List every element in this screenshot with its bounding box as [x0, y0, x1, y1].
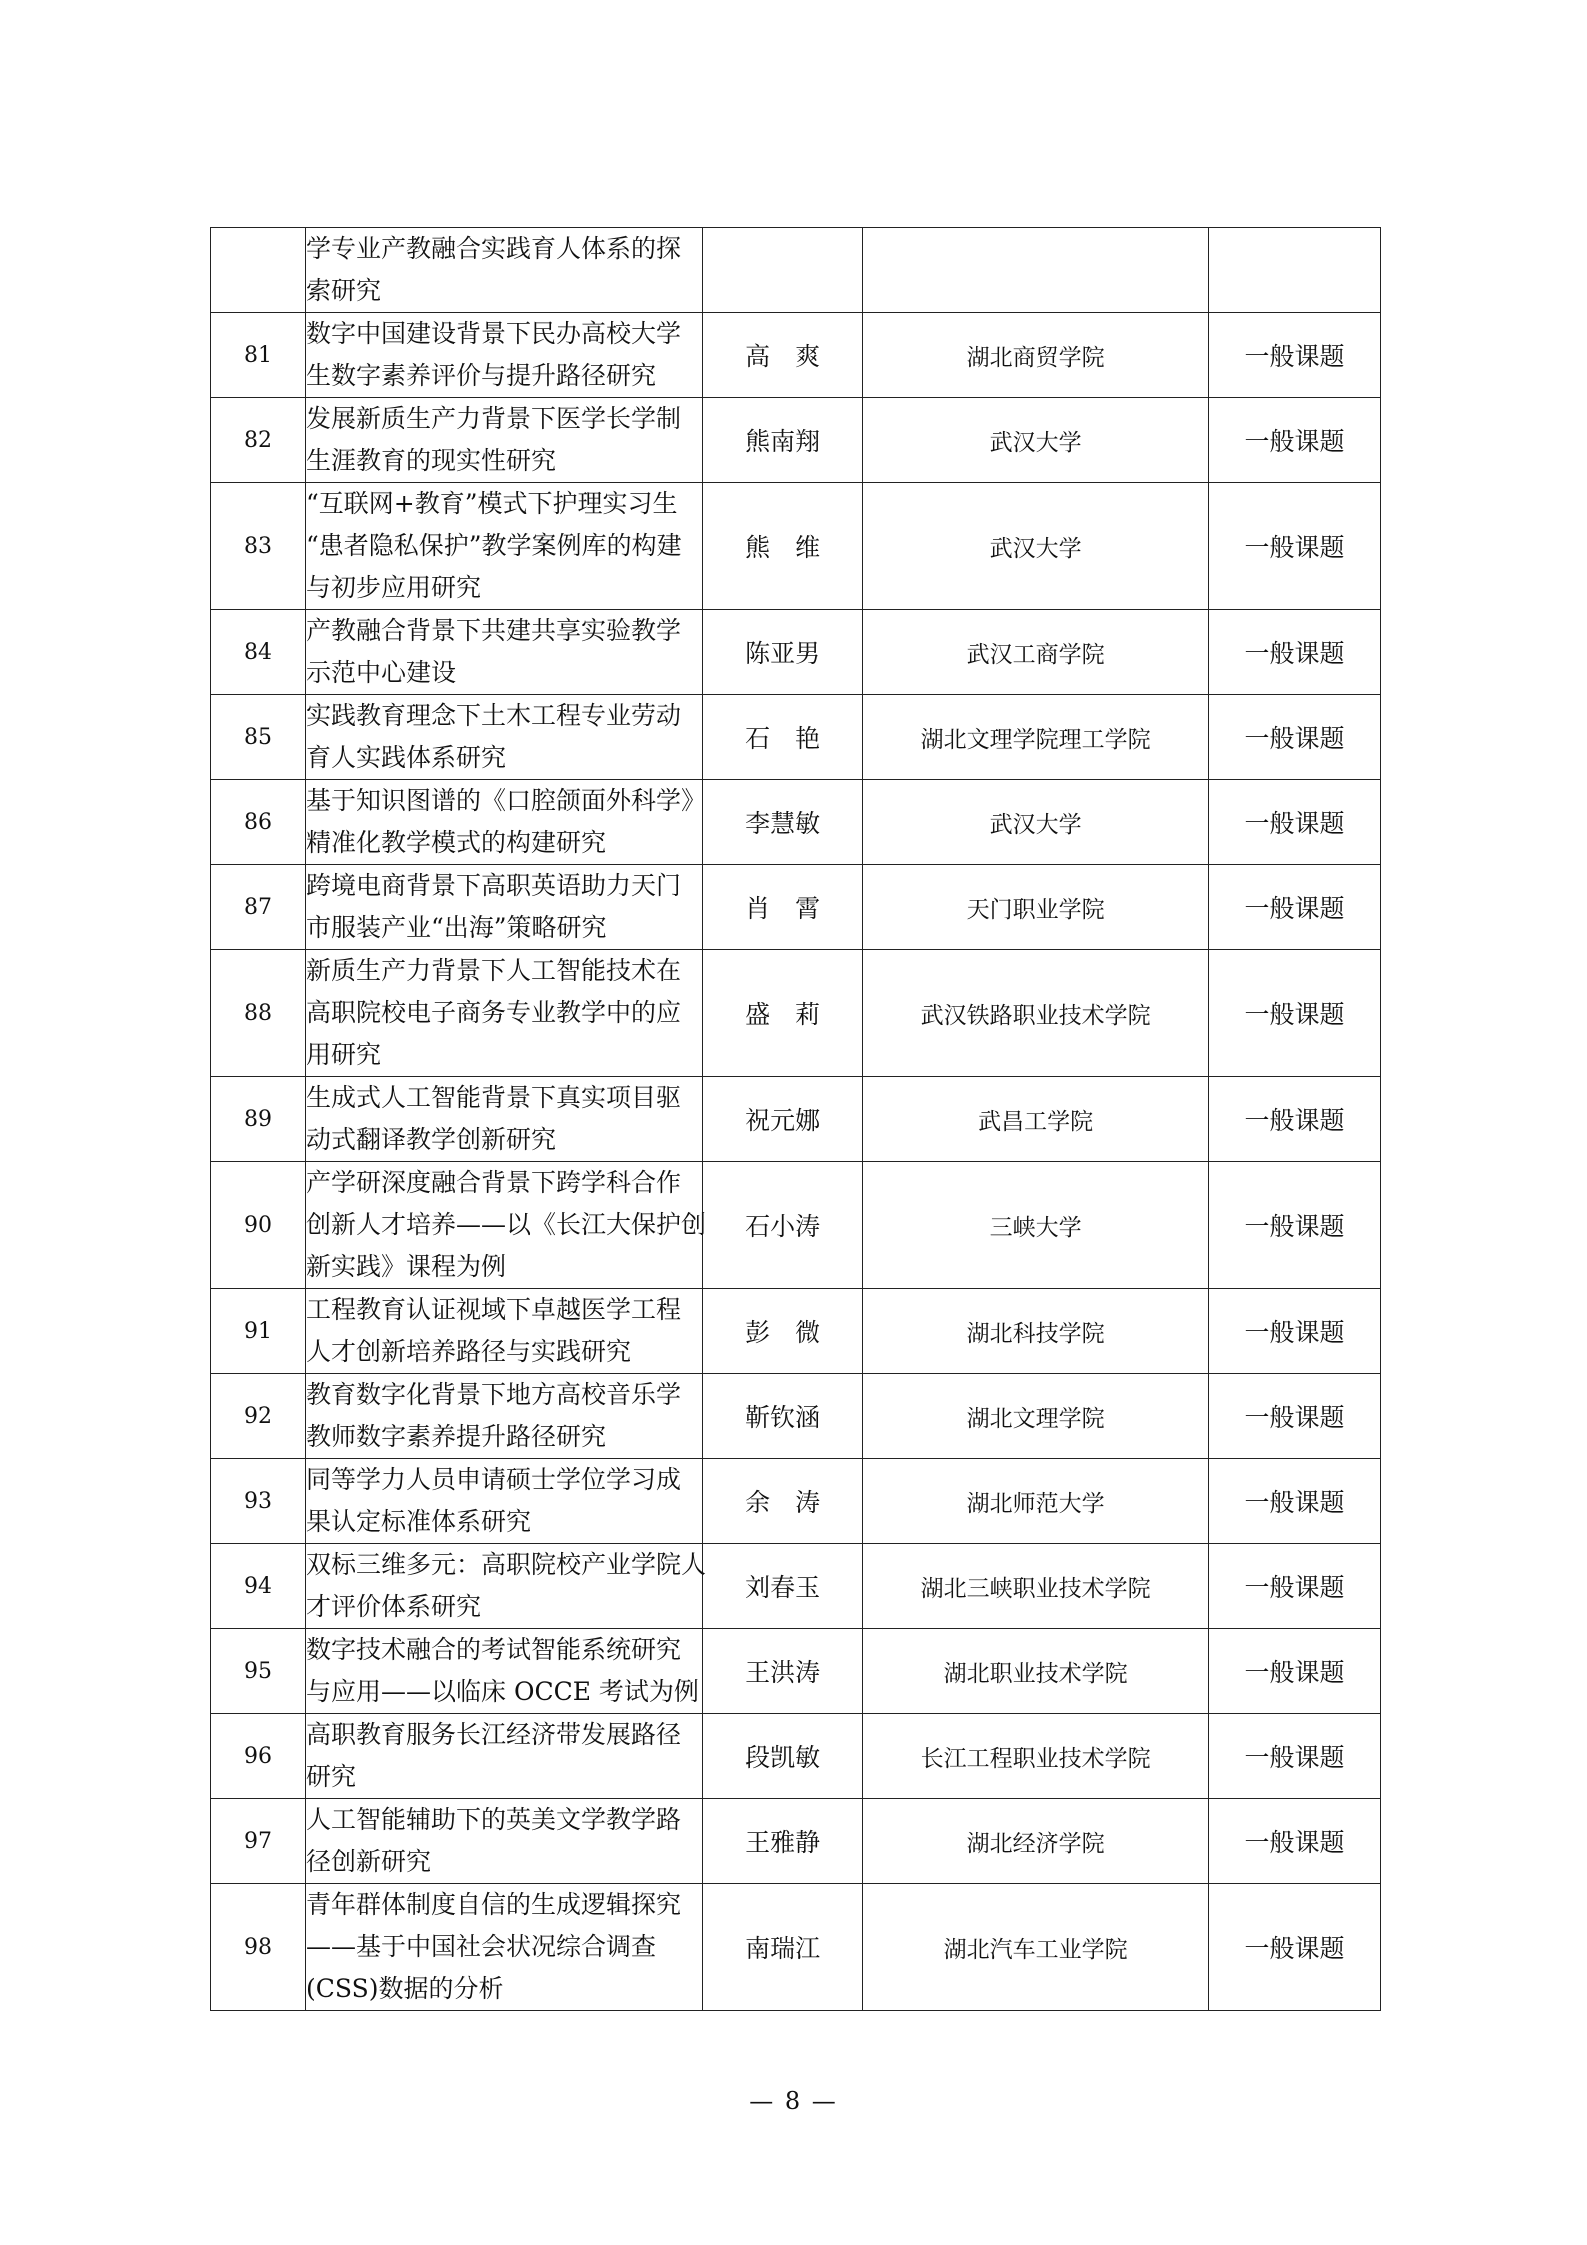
cell-type: 一般课题 — [1209, 1544, 1381, 1629]
title-line: 与初步应用研究 — [306, 573, 482, 602]
table-row — [211, 865, 1381, 950]
cell-person: 肖 霄 — [703, 865, 863, 950]
cell-title — [306, 1544, 707, 1629]
cell-school: 湖北职业技术学院 — [863, 1629, 1209, 1714]
project-table-body — [211, 228, 1381, 2011]
cell-person: 石 艳 — [703, 695, 863, 780]
table-row-continuation — [211, 228, 1381, 313]
cell-person: 彭 微 — [703, 1289, 863, 1374]
title-line: 教育数字化背景下地方高校音乐学 — [306, 1380, 682, 1409]
cell-no: 84 — [211, 610, 306, 695]
cell-no: 94 — [211, 1544, 306, 1629]
title-line: 创新人才培养——以《长江大保护创 — [306, 1210, 707, 1239]
title-line: 径创新研究 — [306, 1847, 432, 1876]
cell-type: 一般课题 — [1209, 1162, 1381, 1289]
cell-no: 81 — [211, 313, 306, 398]
table-row — [211, 313, 1381, 398]
title-line: 教师数字素养提升路径研究 — [306, 1422, 607, 1451]
title-line: (CSS)数据的分析 — [306, 1974, 504, 2003]
title-line: 与应用——以临床 OCCE 考试为例 — [306, 1677, 699, 1706]
cell-type: 一般课题 — [1209, 1799, 1381, 1884]
cell-type: 一般课题 — [1209, 950, 1381, 1077]
cell-person: 祝元娜 — [703, 1077, 863, 1162]
cell-no: 96 — [211, 1714, 306, 1799]
title-line: 青年群体制度自信的生成逻辑探究 — [306, 1890, 682, 1919]
title-line: 发展新质生产力背景下医学长学制 — [306, 404, 682, 433]
title-line: 数字技术融合的考试智能系统研究 — [306, 1635, 682, 1664]
title-line: 跨境电商背景下高职英语助力天门 — [306, 871, 682, 900]
cell-title — [306, 313, 703, 398]
title-line: 示范中心建设 — [306, 658, 457, 687]
cell-no: 91 — [211, 1289, 306, 1374]
cell-type: 一般课题 — [1209, 1884, 1381, 2011]
cell-school: 武汉铁路职业技术学院 — [863, 950, 1209, 1077]
cell-school: 武汉大学 — [863, 483, 1209, 610]
table-row — [211, 1629, 1381, 1714]
cell-title — [306, 1714, 703, 1799]
table-row — [211, 1884, 1381, 2011]
cell-school: 武昌工学院 — [863, 1077, 1209, 1162]
title-line: 生成式人工智能背景下真实项目驱 — [306, 1083, 682, 1112]
table-row — [211, 1162, 1381, 1289]
cell-no: 92 — [211, 1374, 306, 1459]
title-line: “患者隐私保护”教学案例库的构建 — [306, 531, 682, 560]
table-row — [211, 1799, 1381, 1884]
cell-type: 一般课题 — [1209, 610, 1381, 695]
table-row — [211, 1714, 1381, 1799]
cell-no: 89 — [211, 1077, 306, 1162]
cell-person: 李慧敏 — [703, 780, 863, 865]
title-line: 高职教育服务长江经济带发展路径 — [306, 1720, 682, 1749]
cell-title — [306, 1077, 703, 1162]
cell-school: 湖北文理学院理工学院 — [863, 695, 1209, 780]
title-line: 人工智能辅助下的英美文学教学路 — [306, 1805, 682, 1834]
cell-person: 王洪涛 — [703, 1629, 863, 1714]
cell-type: 一般课题 — [1209, 313, 1381, 398]
cell-no: 87 — [211, 865, 306, 950]
cell-no: 85 — [211, 695, 306, 780]
cell-person: 王雅静 — [703, 1799, 863, 1884]
cell-type: 一般课题 — [1209, 1714, 1381, 1799]
cell-person: 熊南翔 — [703, 398, 863, 483]
title-line: 工程教育认证视域下卓越医学工程 — [306, 1295, 682, 1324]
table-row — [211, 483, 1381, 610]
cell-school: 湖北科技学院 — [863, 1289, 1209, 1374]
cell-type: 一般课题 — [1209, 695, 1381, 780]
table-row — [211, 950, 1381, 1077]
table-row — [211, 1459, 1381, 1544]
title-line: 市服装产业“出海”策略研究 — [306, 913, 607, 942]
title-line: 研究 — [306, 1762, 357, 1791]
title-line: 索研究 — [306, 276, 382, 305]
cell-title — [306, 1799, 703, 1884]
title-line: 新质生产力背景下人工智能技术在 — [306, 956, 682, 985]
table-row — [211, 610, 1381, 695]
cell-school: 湖北汽车工业学院 — [863, 1884, 1209, 2011]
cell-person: 刘春玉 — [703, 1544, 863, 1629]
title-line: 同等学力人员申请硕士学位学习成 — [306, 1465, 682, 1494]
cell-no: 90 — [211, 1162, 306, 1289]
cell-no: 95 — [211, 1629, 306, 1714]
cell-person: 高 爽 — [703, 313, 863, 398]
cell-no: 98 — [211, 1884, 306, 2011]
title-line: 果认定标准体系研究 — [306, 1507, 532, 1536]
cell-type — [1209, 228, 1381, 313]
page-number: — 8 — — [749, 2087, 838, 2115]
cell-title — [306, 483, 703, 610]
cell-school: 长江工程职业技术学院 — [863, 1714, 1209, 1799]
cell-person: 南瑞江 — [703, 1884, 863, 2011]
cell-person: 靳钦涵 — [703, 1374, 863, 1459]
cell-no — [211, 228, 306, 313]
table-row — [211, 1289, 1381, 1374]
cell-title — [306, 1459, 703, 1544]
cell-type: 一般课题 — [1209, 1374, 1381, 1459]
title-line: 数字中国建设背景下民办高校大学 — [306, 319, 682, 348]
cell-person: 熊 维 — [703, 483, 863, 610]
title-line: 高职院校电子商务专业教学中的应 — [306, 998, 682, 1027]
title-line: 动式翻译教学创新研究 — [306, 1125, 557, 1154]
title-line: 产教融合背景下共建共享实验教学 — [306, 616, 682, 645]
cell-no: 93 — [211, 1459, 306, 1544]
cell-title — [306, 695, 703, 780]
table-row — [211, 1374, 1381, 1459]
cell-title — [306, 228, 703, 313]
cell-person: 陈亚男 — [703, 610, 863, 695]
title-line: 精准化教学模式的构建研究 — [306, 828, 607, 857]
cell-school: 湖北经济学院 — [863, 1799, 1209, 1884]
cell-no: 88 — [211, 950, 306, 1077]
title-line: 双标三维多元：高职院校产业学院人 — [306, 1550, 707, 1579]
table-row — [211, 1077, 1381, 1162]
title-line: 实践教育理念下土木工程专业劳动 — [306, 701, 682, 730]
title-line: “互联网+教育”模式下护理实习生 — [306, 489, 678, 518]
cell-title — [306, 865, 703, 950]
cell-title — [306, 1162, 707, 1289]
cell-school: 三峡大学 — [863, 1162, 1209, 1289]
cell-school: 武汉大学 — [863, 398, 1209, 483]
cell-type: 一般课题 — [1209, 398, 1381, 483]
title-line: 学专业产教融合实践育人体系的探 — [306, 234, 682, 263]
cell-title — [306, 610, 703, 695]
cell-type: 一般课题 — [1209, 780, 1381, 865]
cell-type: 一般课题 — [1209, 865, 1381, 950]
title-line: 人才创新培养路径与实践研究 — [306, 1337, 632, 1366]
cell-title — [306, 1629, 703, 1714]
cell-school: 湖北商贸学院 — [863, 313, 1209, 398]
cell-person: 余 涛 — [703, 1459, 863, 1544]
cell-type: 一般课题 — [1209, 1629, 1381, 1714]
table-row — [211, 780, 1381, 865]
cell-person: 石小涛 — [703, 1162, 863, 1289]
title-line: ——基于中国社会状况综合调查 — [306, 1932, 657, 1961]
title-line: 新实践》课程为例 — [306, 1252, 507, 1281]
cell-school: 湖北三峡职业技术学院 — [863, 1544, 1209, 1629]
cell-title — [306, 1884, 703, 2011]
cell-title — [306, 398, 703, 483]
cell-no: 97 — [211, 1799, 306, 1884]
table-row — [211, 1544, 1381, 1629]
title-line: 生数字素养评价与提升路径研究 — [306, 361, 657, 390]
cell-no: 82 — [211, 398, 306, 483]
title-line: 基于知识图谱的《口腔颌面外科学》 — [306, 786, 707, 815]
title-line: 生涯教育的现实性研究 — [306, 446, 557, 475]
cell-school — [863, 228, 1209, 313]
cell-title — [306, 1289, 703, 1374]
cell-type: 一般课题 — [1209, 1077, 1381, 1162]
project-table — [210, 227, 1381, 2011]
cell-school: 天门职业学院 — [863, 865, 1209, 950]
cell-type: 一般课题 — [1209, 483, 1381, 610]
table-row — [211, 695, 1381, 780]
cell-person: 盛 莉 — [703, 950, 863, 1077]
title-line: 才评价体系研究 — [306, 1592, 482, 1621]
cell-school: 武汉工商学院 — [863, 610, 1209, 695]
table-row — [211, 398, 1381, 483]
cell-type: 一般课题 — [1209, 1459, 1381, 1544]
cell-type: 一般课题 — [1209, 1289, 1381, 1374]
cell-school: 湖北师范大学 — [863, 1459, 1209, 1544]
cell-school: 武汉大学 — [863, 780, 1209, 865]
cell-no: 83 — [211, 483, 306, 610]
title-line: 用研究 — [306, 1040, 382, 1069]
cell-title — [306, 780, 707, 865]
cell-title — [306, 1374, 703, 1459]
cell-title — [306, 950, 703, 1077]
title-line: 产学研深度融合背景下跨学科合作 — [306, 1168, 682, 1197]
title-line: 育人实践体系研究 — [306, 743, 507, 772]
cell-school: 湖北文理学院 — [863, 1374, 1209, 1459]
cell-no: 86 — [211, 780, 306, 865]
cell-person — [703, 228, 863, 313]
cell-person: 段凯敏 — [703, 1714, 863, 1799]
